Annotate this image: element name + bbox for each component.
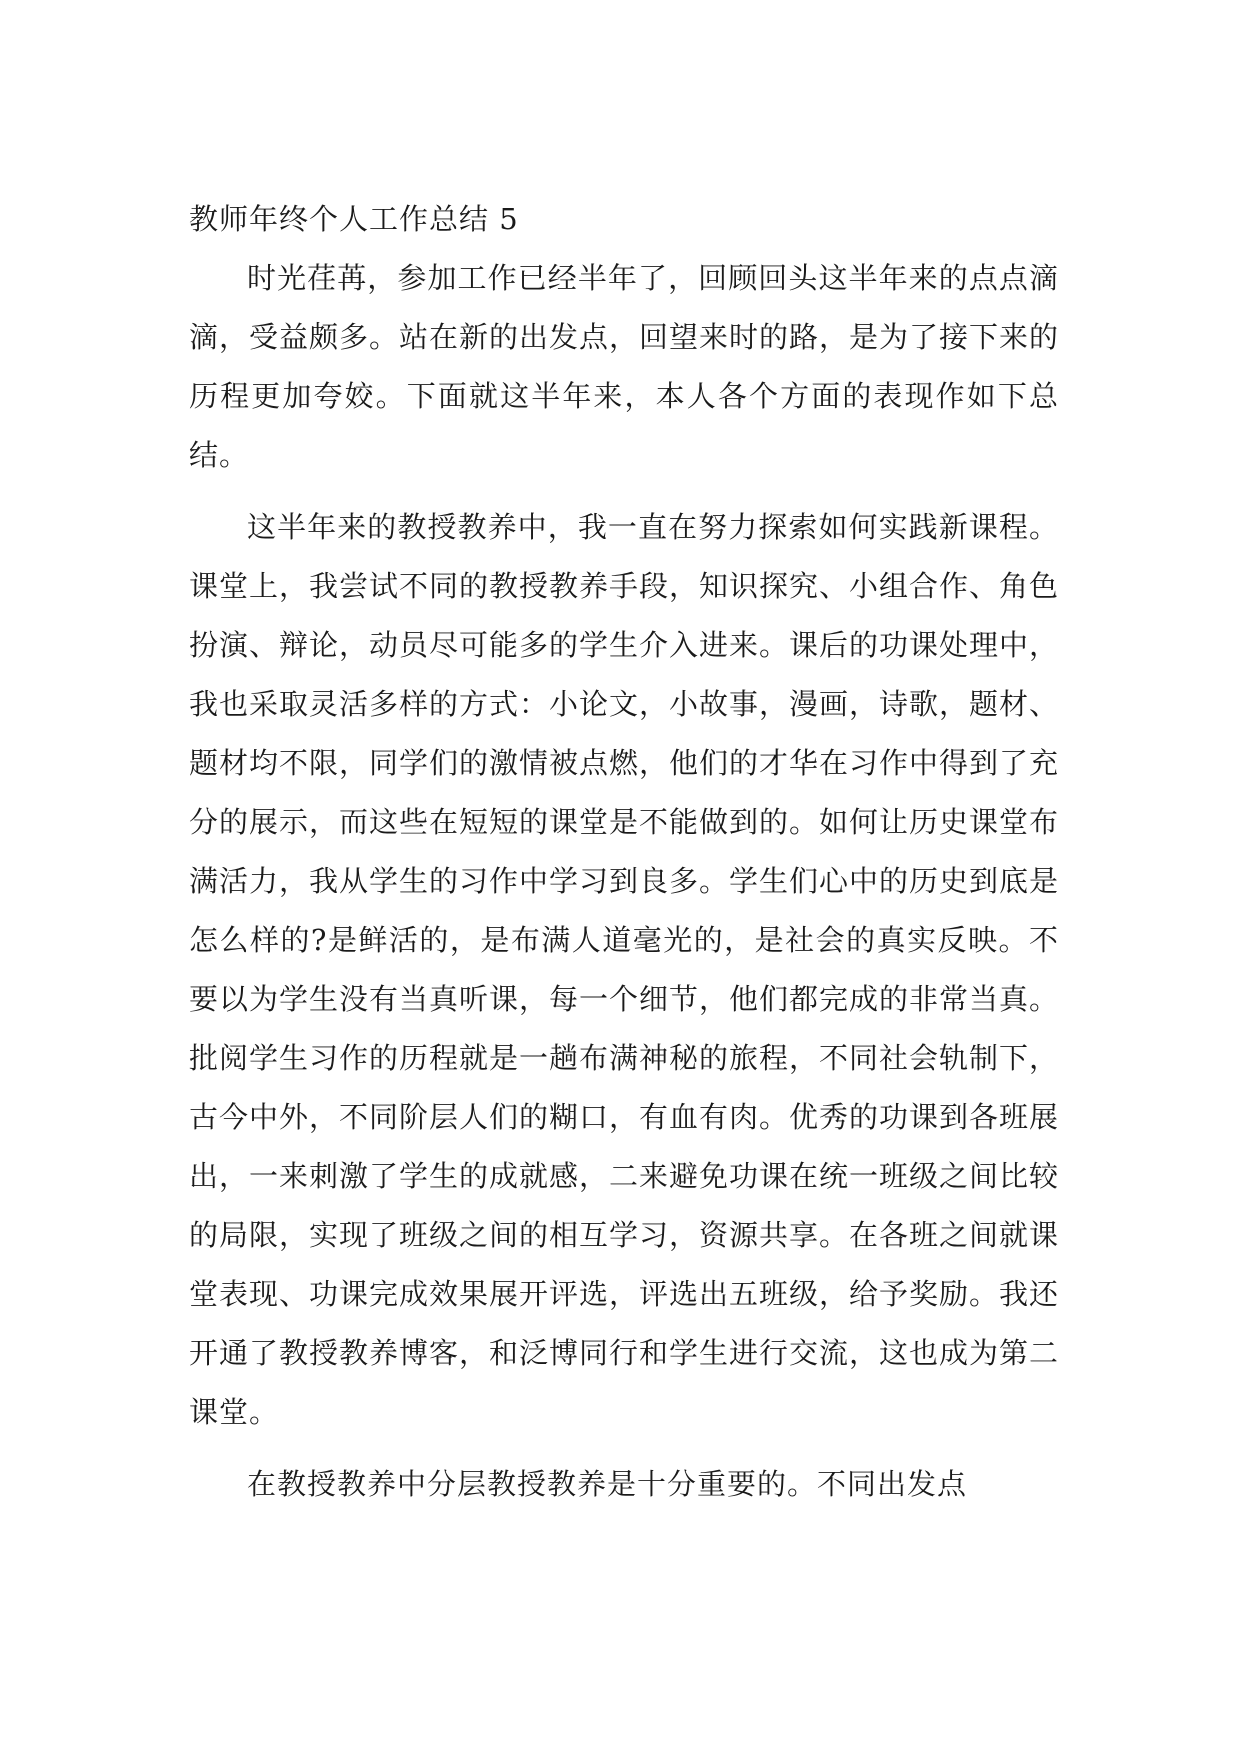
document-title: 教师年终个人工作总结 5	[189, 202, 519, 236]
paragraph-intro: 时光荏苒，参加工作已经半年了，回顾回头这半年来的点点滴滴，受益颇多。站在新的出发点，回望来时的路，是为了接下来的历程更加夸姣。下面就这半年来，本人各个方面的表现作如下总结。	[189, 261, 1060, 472]
paragraph-layered-teaching: 在教授教养中分层教授教养是十分重要的。不同出发点	[247, 1467, 968, 1501]
document-body	[189, 190, 1059, 1514]
paragraph-teaching: 这半年来的教授教养中，我一直在努力探索如何实践新课程。课堂上，我尝试不同的教授教养手段，知识探究、小组合作、角色扮演、辩论，动员尽可能多的学生介入进来。课后的功课处理中，我也采取灵活多样的方式：小论文，小故事，漫画，诗歌，题材、题材均不限，同学们的激情被点燃，他们的才华在习作中得到了充分的展示，而这些在短短的课堂是不能做到的。如何让历史课堂布满活力，我从学生的习作中学习到良多。学生们心中的历史到底是怎么样的?是鲜活的，是布满人道毫光的，是社会的真实反映。不要以为学生没有当真听课，每一个细节，他们都完成的非常当真。批阅学生习作的历程就是一趟布满神秘的旅程，不同社会轨制下，古今中外，不同阶层人们的糊口，有血有肉。优秀的功课到各班展出，一来刺激了学生的成就感，二来避免功课在统一班级之间比较的局限，实现了班级之间的相互学习，资源共享。在各班之间就课堂表现、功课完成效果展开评选，评选出五班级，给予奖励。我还开通了教授教养博客，和泛博同行和学生进行交流，这也成为第二课堂。	[189, 510, 1060, 1429]
